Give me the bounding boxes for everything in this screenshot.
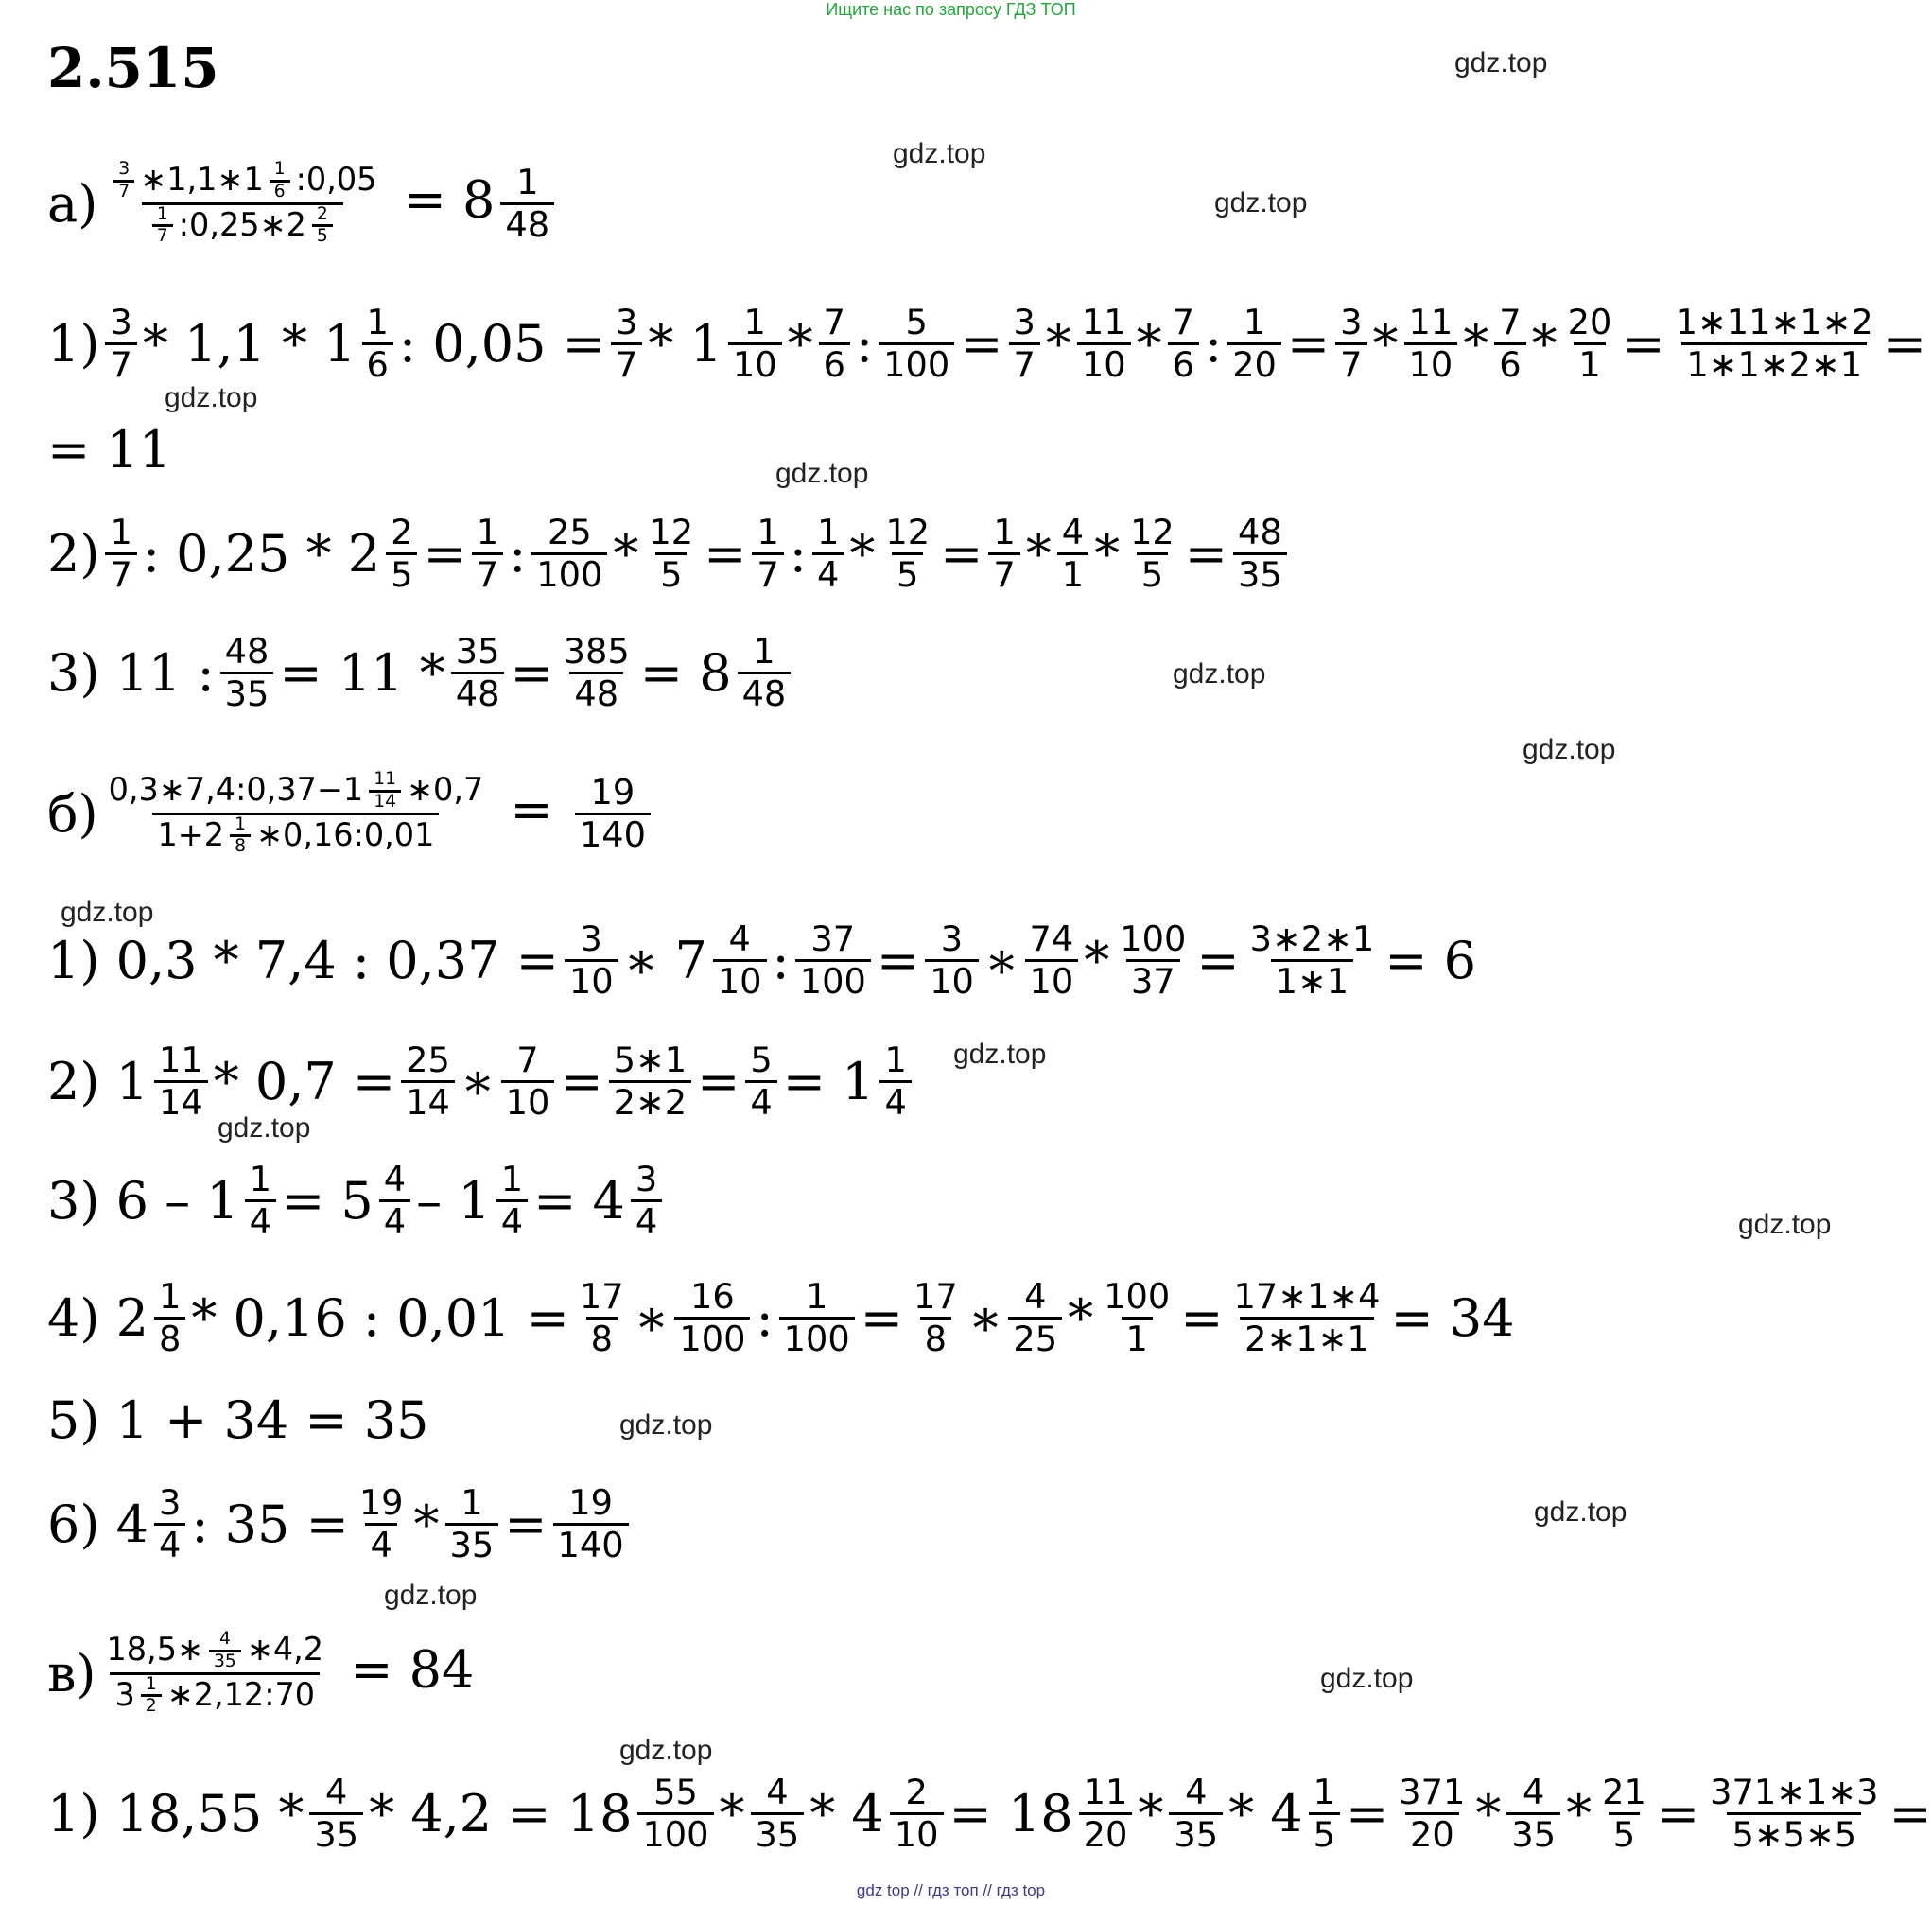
fraction: $\frac{3}{10}$: [565, 919, 618, 1000]
fraction: $\frac{1}{35}$: [445, 1483, 499, 1564]
part-a-step-1-result: = 11: [47, 419, 172, 480]
fraction: $\frac{4}{25}$: [1008, 1277, 1062, 1357]
part-b-step-2: 2) 1 $\frac{11}{14}$ * 0,7 = $\frac{25}{14}$ ∗ $\frac{7}{10}$ = $\frac{5∗1}{2∗2}$ = $\frac{5}{4}$ = 1 $\frac{1}{4}$: [47, 1029, 917, 1133]
fraction: $\frac{1}{4}$: [812, 513, 844, 593]
fraction: $\frac{3∗2∗1}{1∗1}$: [1249, 918, 1375, 1002]
part-b-step-6: 6) 4 $\frac{3}{4}$ : 35 = $\frac{19}{4}$ * $\frac{1}{35}$ = $\frac{19}{140}$: [47, 1472, 635, 1576]
fraction: 0,3∗7,4:0,37−1 $\frac{11}{14}$ ∗0,7 1+2 $\frac{1}{8}$ ∗0,16:0,01: [108, 768, 484, 857]
header-note: Ищите нас по запросу ГДЗ ТОП: [826, 0, 1076, 19]
fraction: $\frac{1}{10}$: [728, 303, 782, 383]
watermark: gdz.top: [1534, 1496, 1627, 1528]
fraction: $\frac{1}{48}$: [738, 632, 792, 712]
watermark: gdz.top: [1173, 658, 1266, 690]
fraction: $\frac{1}{7}$: [152, 205, 173, 248]
part-v-label: в): [47, 1643, 96, 1704]
fraction: $\frac{3}{4}$: [631, 1160, 662, 1240]
fraction: $\frac{4}{10}$: [713, 919, 767, 1000]
fraction: $\frac{3}{7}$: [113, 160, 134, 202]
fraction: $\frac{1}{4}$: [496, 1160, 528, 1240]
fraction: $\frac{371∗1∗3}{5∗5∗5}$: [1710, 1772, 1879, 1855]
part-v-expression: [47, 1602, 474, 1744]
fraction: $\frac{12}{5}$: [1130, 512, 1175, 595]
fraction: $\frac{385}{48}$: [563, 631, 630, 714]
fraction: $\frac{4}{35}$: [1506, 1773, 1560, 1853]
fraction: $\frac{3}{7}$: [611, 303, 642, 383]
fraction: $\frac{7}{6}$: [819, 303, 850, 383]
part-a-step-2: 2) $\frac{1}{7}$ : 0,25 * 2 $\frac{2}{5}$ = $\frac{1}{7}$ : $\frac{25}{100}$ * $\frac{12}{5}$ = $\frac{1}{7}$ : $\frac{1}{4}$ * $\frac{12}{5}$ = $\frac{1}{7}$ * $\frac{4}{1}$ * $\frac{12}{5}$ = $\frac{48}{35}$: [47, 501, 1293, 605]
fraction: $\frac{5}{4}$: [745, 1040, 776, 1121]
part-a-expression: [47, 132, 560, 274]
watermark: gdz.top: [1320, 1663, 1414, 1694]
part-v-step-1: 1) 18,55 * $\frac{4}{35}$ * 4,2 = 18 $\frac{55}{100}$ * $\frac{4}{35}$ * 4 $\frac{2}{10}$ = 18 $\frac{11}{20}$ * $\frac{4}{35}$ * 4 $\frac{1}{5}$ = $\frac{371}{20}$ * $\frac{4}{35}$ * $\frac{21}{5}$ = $\frac{371∗1∗3}{5∗5∗5}$ =: [47, 1772, 1932, 1855]
fraction: $\frac{12}{5}$: [885, 512, 931, 595]
part-a-formula: $\frac{3}{7}$ ∗1,1∗1 $\frac{1}{6}$ :0,05 $\frac{1}{7}$ :0,25∗2 $\frac{2}{5}$ = 8 $\frac{1}{48}$: [97, 160, 560, 248]
fraction: $\frac{11}{14}$: [369, 770, 401, 813]
fraction: $\frac{2}{5}$: [386, 513, 417, 593]
watermark: gdz.top: [1738, 1209, 1832, 1240]
watermark: gdz.top: [619, 1735, 713, 1766]
fraction: $\frac{7}{6}$: [1494, 303, 1525, 383]
fraction: $\frac{1}{100}$: [779, 1277, 855, 1357]
fraction: $\frac{5}{100}$: [879, 303, 954, 383]
fraction: $\frac{11}{20}$: [1079, 1773, 1133, 1853]
part-b-step-3: 3) 6 – 1 $\frac{1}{4}$ = 5 $\frac{4}{4}$ – 1 $\frac{1}{4}$ = 4 $\frac{3}{4}$: [47, 1148, 668, 1252]
fraction: $\frac{1}{2}$: [141, 1675, 162, 1718]
fraction: $\frac{17}{8}$: [913, 1276, 958, 1359]
fraction: $\frac{48}{35}$: [220, 632, 274, 712]
part-a-label: а): [47, 173, 98, 234]
fraction: $\frac{35}{48}$: [451, 632, 505, 712]
fraction: $\frac{1}{4}$: [245, 1160, 276, 1240]
fraction: $\frac{1}{20}$: [1227, 303, 1281, 383]
fraction: $\frac{19}{140}$: [553, 1483, 629, 1564]
watermark: gdz.top: [384, 1580, 478, 1611]
watermark: gdz.top: [1214, 187, 1308, 218]
part-a-step-1: 1) $\frac{3}{7}$ * 1,1 * 1 $\frac{1}{6}$ : 0,05 = $\frac{3}{7}$ * 1 $\frac{1}{10}$ * $\frac{7}{6}$ : $\frac{5}{100}$ = $\frac{3}{7}$ * $\frac{11}{10}$ * $\frac{7}{6}$ : $\frac{1}{20}$ = $\frac{3}{7}$ * $\frac{11}{10}$ * $\frac{7}{6}$ * $\frac{20}{1}$ = $\frac{1∗11∗1∗2}{1∗1∗2∗1}$ =: [47, 302, 1926, 385]
fraction: $\frac{25}{14}$: [401, 1040, 455, 1121]
fraction: $\frac{16}{100}$: [674, 1277, 750, 1357]
fraction: $\frac{371}{20}$: [1399, 1772, 1466, 1855]
problem-number: 2.515: [47, 36, 219, 100]
fraction: $\frac{17}{8}$: [579, 1276, 624, 1359]
fraction: $\frac{37}{100}$: [795, 919, 871, 1000]
part-a-step-3: 3) 11 : $\frac{48}{35}$ = 11 * $\frac{35}{48}$ = $\frac{385}{48}$ = 8 $\frac{1}{48}$: [47, 620, 796, 725]
part-b-step-1: 1) 0,3 * 7,4 : 0,37 = $\frac{3}{10}$ ∗ 7 $\frac{4}{10}$ : $\frac{37}{100}$ = $\frac{3}{10}$ ∗ $\frac{74}{10}$ * $\frac{100}{37}$ = $\frac{3∗2∗1}{1∗1}$ = 6: [47, 918, 1477, 1002]
part-b-expression: [47, 747, 656, 880]
fraction: $\frac{1}{6}$: [270, 160, 290, 202]
fraction: $\frac{74}{10}$: [1025, 919, 1079, 1000]
fraction: $\frac{11}{10}$: [1404, 303, 1458, 383]
watermark: gdz.top: [218, 1112, 311, 1144]
fraction: $\frac{48}{35}$: [1233, 513, 1287, 593]
fraction: $\frac{1}{48}$: [500, 163, 554, 243]
watermark: gdz.top: [165, 382, 258, 413]
fraction: $\frac{1}{5}$: [1309, 1773, 1340, 1853]
fraction: $\frac{17∗1∗4}{2∗1∗1}$: [1233, 1276, 1381, 1359]
fraction: $\frac{25}{100}$: [531, 513, 607, 593]
fraction: $\frac{1}{8}$: [154, 1277, 185, 1357]
part-b-label: б): [47, 783, 98, 844]
fraction: $\frac{2}{10}$: [890, 1773, 944, 1853]
fraction: $\frac{1}{7}$: [105, 513, 136, 593]
fraction: $\frac{3}{7}$: [1335, 303, 1366, 383]
fraction: 18,5∗ $\frac{4}{35}$ ∗4,2 3 $\frac{1}{2}$ ∗2,12:70: [106, 1628, 324, 1717]
fraction: $\frac{4}{1}$: [1057, 513, 1088, 593]
fraction: $\frac{11}{14}$: [154, 1040, 208, 1121]
fraction: $\frac{1}{7}$: [752, 513, 783, 593]
fraction: $\frac{3}{7}$ ∗1,1∗1 $\frac{1}{6}$ :0,05 $\frac{1}{7}$ :0,25∗2 $\frac{2}{5}$: [103, 160, 381, 248]
fraction: $\frac{4}{35}$: [1169, 1773, 1223, 1853]
fraction: $\frac{3}{7}$: [105, 303, 136, 383]
fraction: $\frac{4}{35}$: [751, 1773, 805, 1853]
fraction: $\frac{1∗11∗1∗2}{1∗1∗2∗1}$: [1675, 302, 1873, 385]
fraction: $\frac{4}{35}$: [209, 1630, 241, 1672]
fraction: $\frac{4}{35}$: [309, 1773, 363, 1853]
fraction: $\frac{19}{140}$: [575, 773, 651, 853]
fraction: $\frac{100}{37}$: [1120, 918, 1187, 1002]
part-b-step-5: 5) 1 + 34 = 35: [47, 1389, 429, 1450]
fraction: $\frac{1}{6}$: [362, 303, 393, 383]
fraction: $\frac{20}{1}$: [1567, 302, 1612, 385]
fraction: $\frac{5∗1}{2∗2}$: [609, 1040, 692, 1121]
fraction: $\frac{3}{4}$: [154, 1483, 185, 1564]
fraction: $\frac{11}{10}$: [1077, 303, 1131, 383]
part-b-step-4: 4) 2 $\frac{1}{8}$ * 0,16 : 0,01 = $\frac{17}{8}$ ∗ $\frac{16}{100}$ : $\frac{1}{100}$ = $\frac{17}{8}$ ∗ $\frac{4}{25}$ * $\frac{100}{1}$ = $\frac{17∗1∗4}{2∗1∗1}$ = 34: [47, 1276, 1515, 1359]
watermark: gdz.top: [1454, 47, 1548, 79]
fraction: $\frac{4}{4}$: [379, 1160, 410, 1240]
fraction: $\frac{7}{6}$: [1168, 303, 1199, 383]
part-v-formula: 18,5∗ $\frac{4}{35}$ ∗4,2 3 $\frac{1}{2}$ ∗2,12:70 = 84: [96, 1630, 474, 1718]
fraction: $\frac{2}{5}$: [312, 205, 333, 248]
watermark: gdz.top: [953, 1039, 1047, 1070]
fraction: $\frac{1}{7}$: [988, 513, 1019, 593]
watermark: gdz.top: [61, 897, 154, 928]
watermark: gdz.top: [893, 138, 986, 169]
fraction: $\frac{55}{100}$: [637, 1773, 713, 1853]
fraction: $\frac{21}{5}$: [1602, 1772, 1646, 1855]
fraction: $\frac{7}{10}$: [501, 1040, 555, 1121]
fraction: $\frac{12}{5}$: [649, 512, 694, 595]
footer-links: gdz top // гдз топ // гдз top: [856, 1881, 1046, 1899]
fraction: $\frac{3}{7}$: [1009, 303, 1040, 383]
fraction: $\frac{100}{1}$: [1104, 1276, 1171, 1359]
watermark: gdz.top: [619, 1409, 713, 1441]
fraction: $\frac{3}{10}$: [925, 919, 979, 1000]
watermark: gdz.top: [775, 458, 869, 489]
fraction: $\frac{1}{8}$: [230, 815, 251, 858]
fraction: $\frac{19}{4}$: [358, 1482, 404, 1565]
part-b-formula: 0,3∗7,4:0,37−1 $\frac{11}{14}$ ∗0,7 1+2 $\frac{1}{8}$ ∗0,16:0,01 = $\frac{19}{140}$: [98, 770, 656, 858]
watermark: gdz.top: [1523, 734, 1616, 765]
fraction: $\frac{1}{7}$: [472, 513, 503, 593]
fraction: $\frac{1}{4}$: [879, 1040, 911, 1121]
